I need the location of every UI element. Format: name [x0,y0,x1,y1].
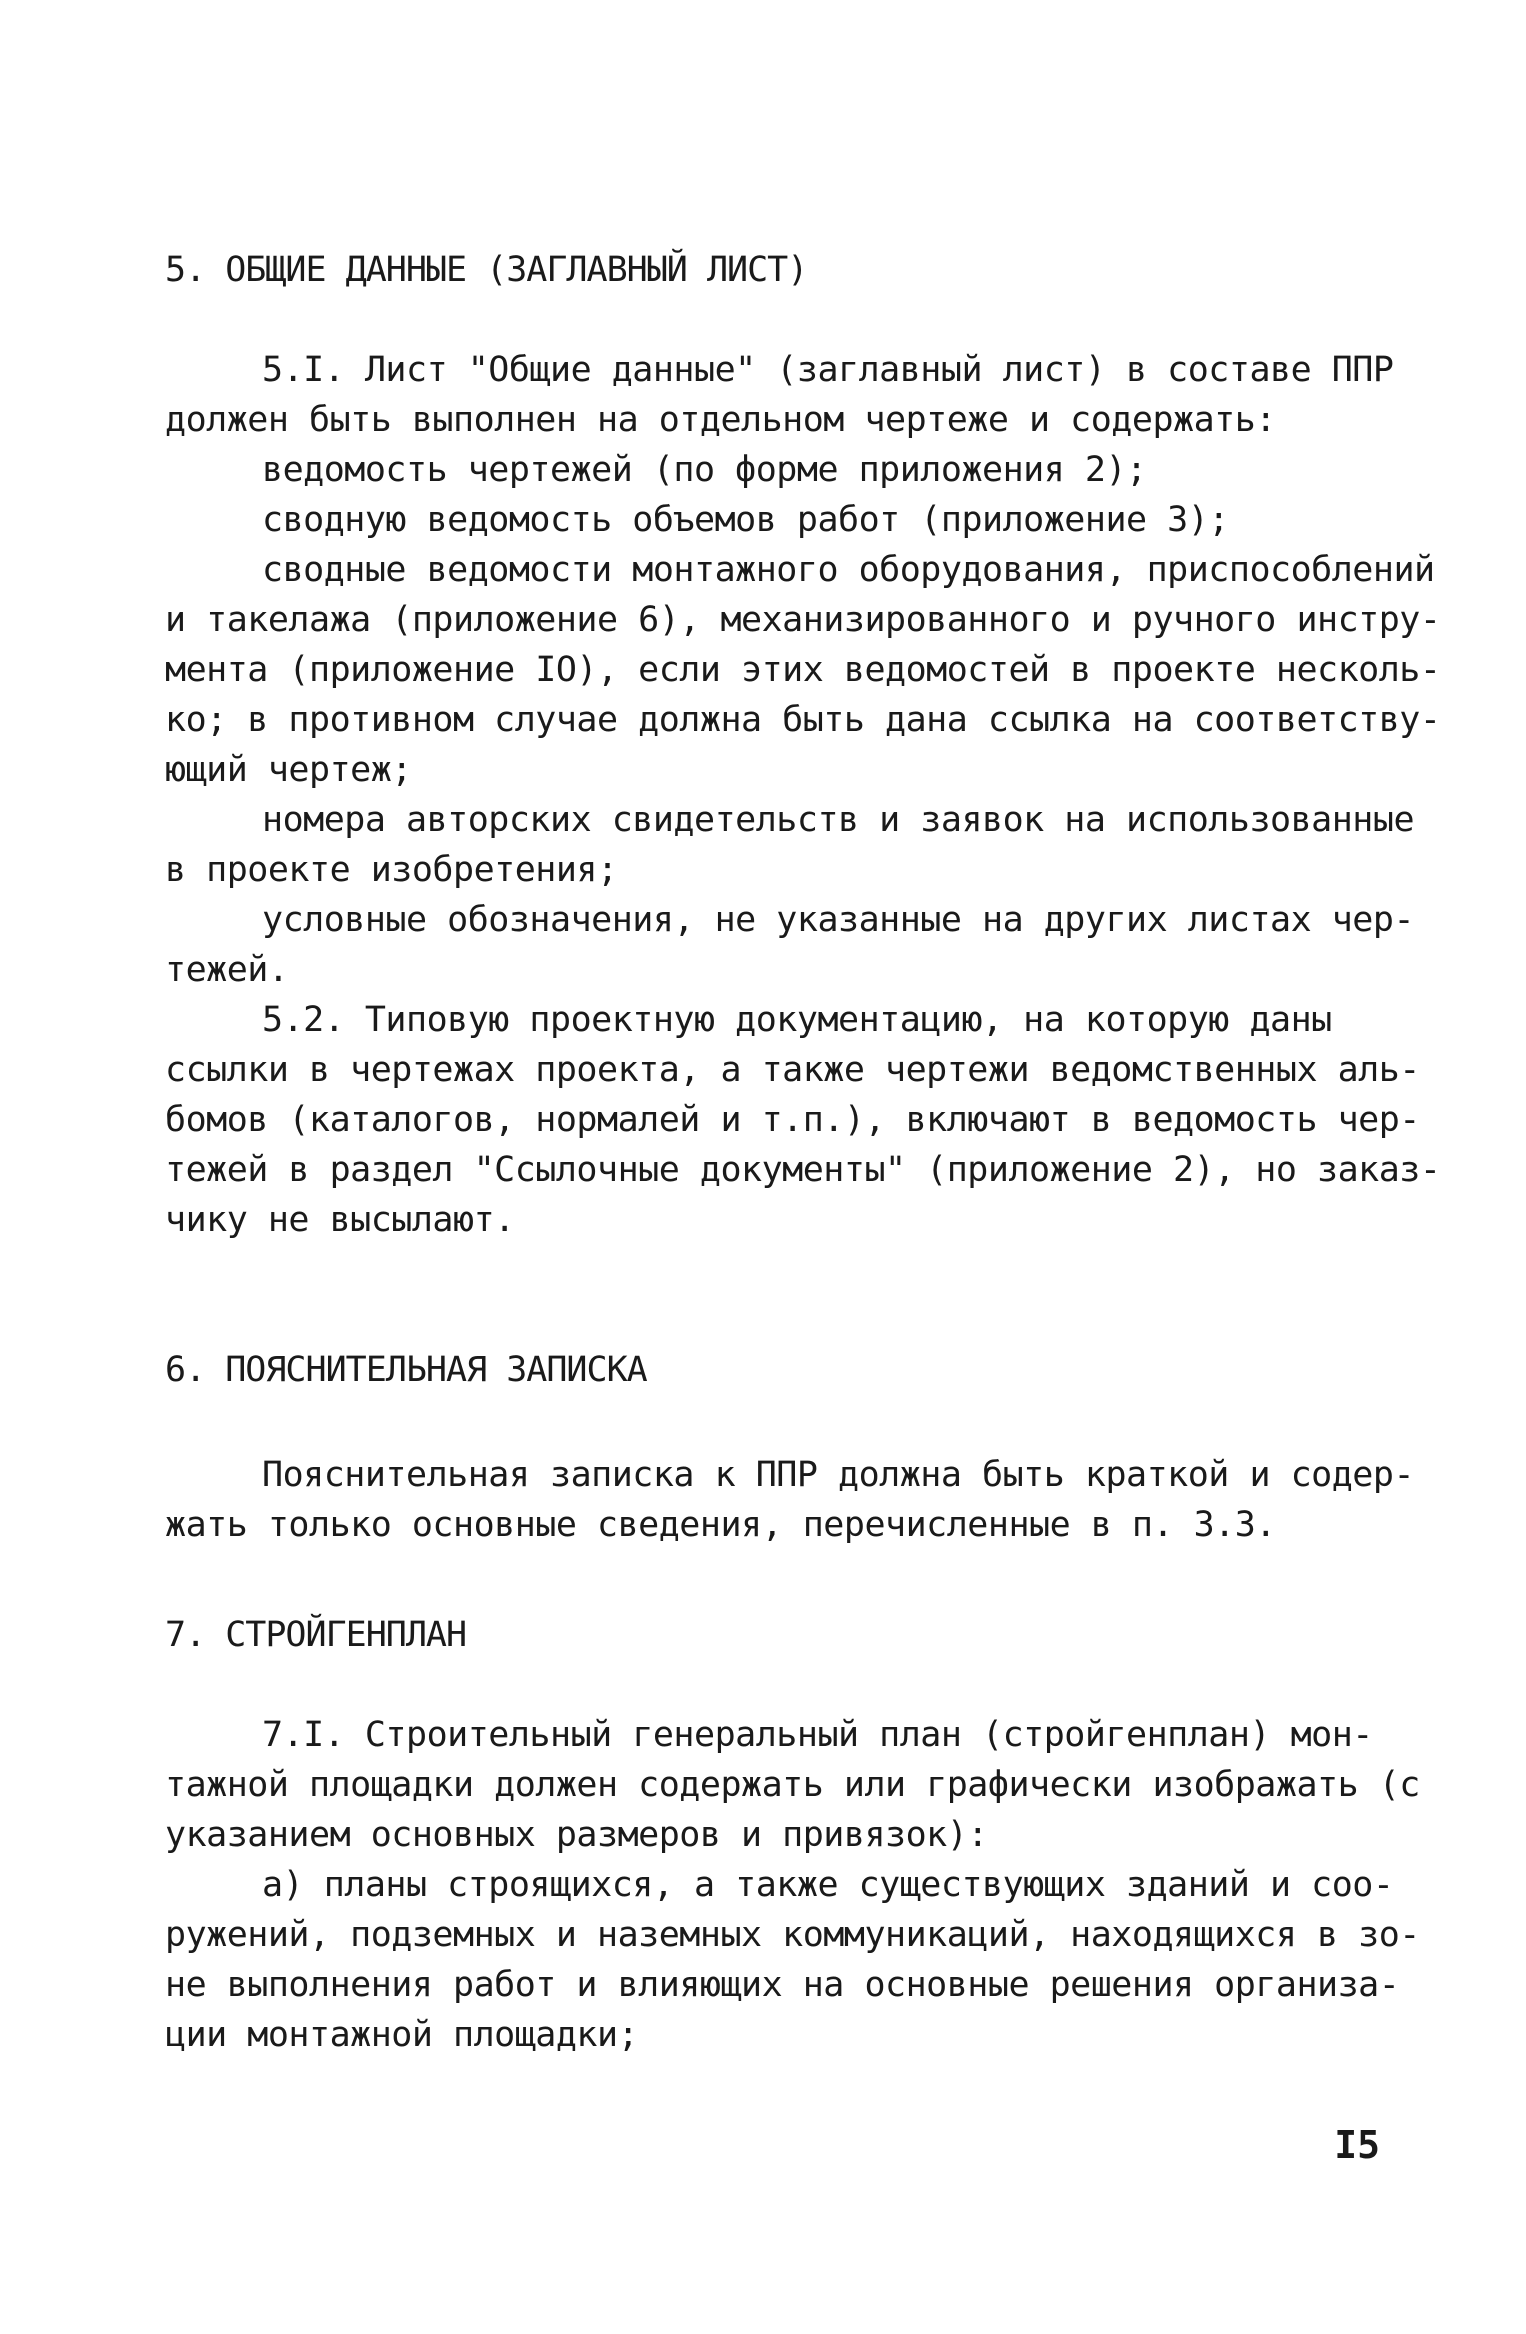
paragraph-line: 7.I. Строительный генеральный план (стройгенплан) мон- [262,1715,1373,1755]
section-5-heading: 5. ОБЩИЕ ДАННЫЕ (ЗАГЛАВНЫЙ ЛИСТ) [165,250,808,290]
paragraph-line: ружений, подземных и наземных коммуникаций, находящихся в зо- [165,1915,1420,1955]
paragraph-line: 5.I. Лист "Общие данные" (заглавный лист) в составе ППР [262,350,1394,390]
paragraph-line: 5.2. Типовую проектную документацию, на которую даны [262,1000,1332,1040]
paragraph-line: в проекте изобретения; [165,850,618,890]
paragraph-line: чику не высылают. [165,1200,515,1240]
paragraph-line: Пояснительная записка к ППР должна быть краткой и содер- [262,1455,1415,1495]
section-7-heading: 7. СТРОЙГЕНПЛАН [165,1615,467,1655]
list-item: сводную ведомость объемов работ (приложение 3); [262,500,1229,540]
paragraph-line: тежей. [165,950,289,990]
paragraph-line: и такелажа (приложение 6), механизированного и ручного инстру- [165,600,1441,640]
paragraph-line: ющий чертеж; [165,750,412,790]
list-item: ведомость чертежей (по форме приложения 2); [262,450,1147,490]
list-item: номера авторских свидетельств и заявок на использованные [262,800,1415,840]
list-item: условные обозначения, не указанные на других листах чер- [262,900,1415,940]
paragraph-line: должен быть выполнен на отдельном чертеже и содержать: [165,400,1276,440]
list-item: а) планы строящихся, а также существующих зданий и соо- [262,1865,1394,1905]
paragraph-line: ко; в противном случае должна быть дана ссылка на соответству- [165,700,1441,740]
paragraph-line: не выполнения работ и влияющих на основные решения организа- [165,1965,1400,2005]
paragraph-line: тажной площадки должен содержать или графически изображать (с [165,1765,1420,1805]
paragraph-line: тежей в раздел "Ссылочные документы" (приложение 2), но заказ- [165,1150,1441,1190]
paragraph-line: бомов (каталогов, нормалей и т.п.), включают в ведомость чер- [165,1100,1420,1140]
paragraph-line: жать только основные сведения, перечисленные в п. 3.3. [165,1505,1276,1545]
paragraph-line: ции монтажной площадки; [165,2015,639,2055]
section-6-heading: 6. ПОЯСНИТЕЛЬНАЯ ЗАПИСКА [165,1350,647,1390]
paragraph-line: мента (приложение IO), если этих ведомостей в проекте несколь- [165,650,1441,690]
page-number: I5 [1334,2123,1380,2167]
paragraph-line: указанием основных размеров и привязок): [165,1815,988,1855]
list-item: сводные ведомости монтажного оборудования, приспособлений [262,550,1435,590]
paragraph-line: ссылки в чертежах проекта, а также чертежи ведомственных аль- [165,1050,1420,1090]
